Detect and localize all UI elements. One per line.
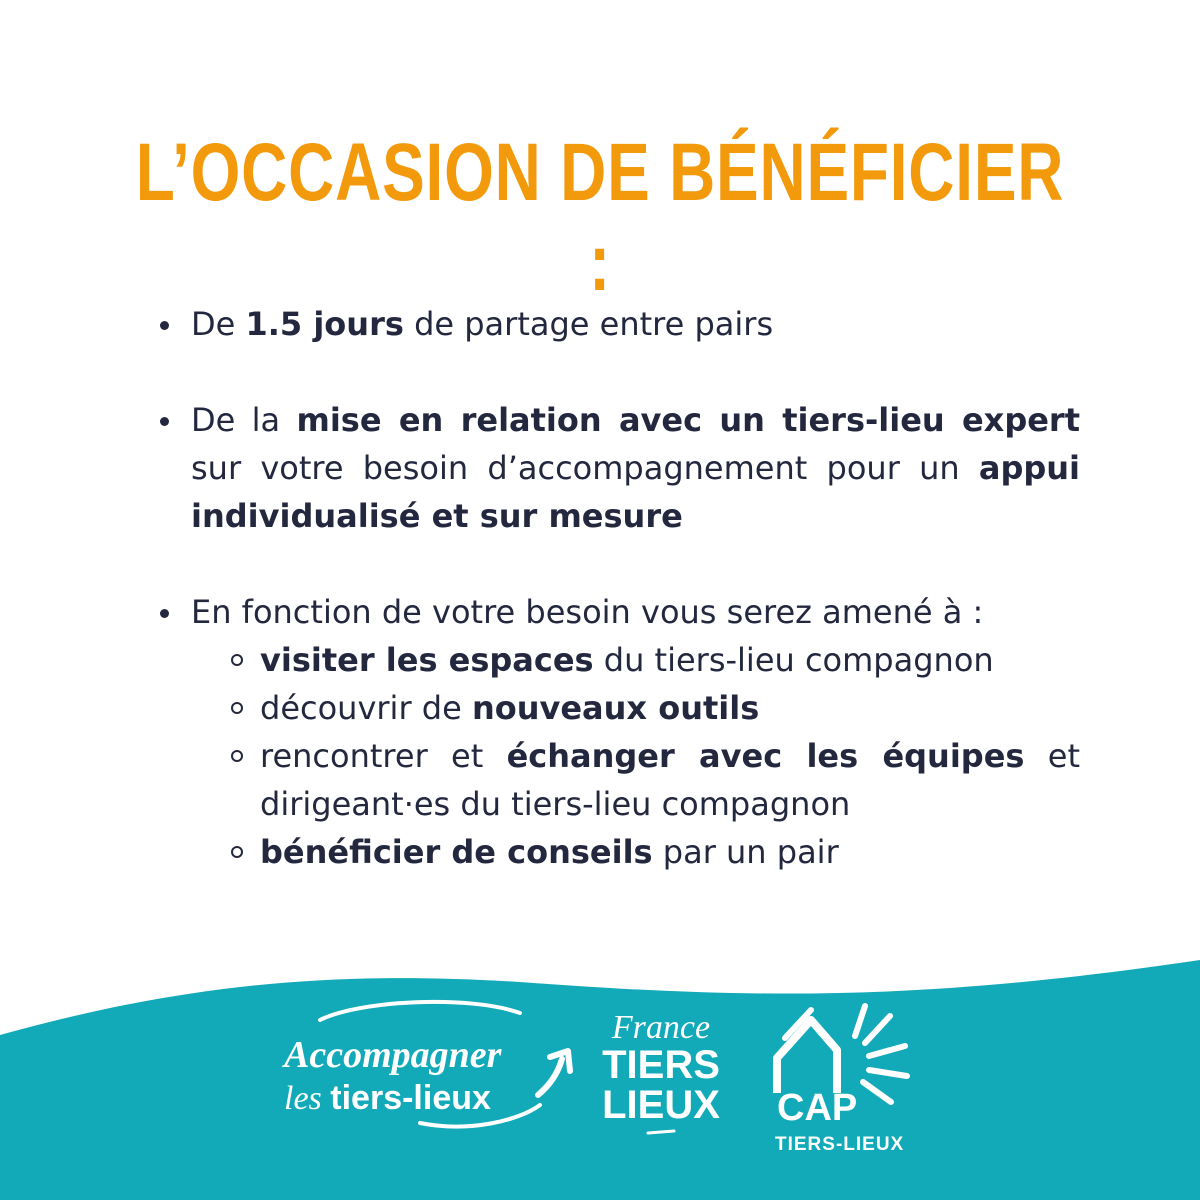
cap-tiers-lieux-logo (765, 998, 925, 1158)
sub-item-visit (231, 636, 1080, 684)
accompagner-logo (270, 995, 590, 1145)
arrow-icon (538, 1051, 570, 1095)
sub-list (191, 636, 1080, 876)
bullet-item-duration (160, 300, 1080, 348)
logo2-line1: TIERS (602, 1043, 720, 1087)
page-title: L’OCCASION DE BÉNÉFICIER : (135, 127, 1065, 309)
logo1-line1: Accompagner (284, 1034, 502, 1076)
sub-text: rencontrer et (260, 737, 507, 775)
logo2-line2: LIEUX (602, 1083, 720, 1127)
sub-bold-text: visiter les espaces (260, 641, 594, 679)
bullet-text: De (191, 305, 246, 343)
sub-item-tools (231, 684, 1080, 732)
bullet-item-needs (160, 588, 1080, 876)
logo2-script: France (611, 1009, 711, 1046)
sub-text: par un pair (652, 833, 839, 871)
sub-bold-text: nouveaux outils (471, 689, 760, 727)
bullet-text: De la (191, 401, 297, 439)
bullet-item-relation (160, 396, 1080, 540)
sub-bold-text: échanger avec les équipes (506, 737, 1025, 775)
footer-band (0, 930, 1200, 1200)
bullet-bold-text: appui individualisé et sur mesure (191, 449, 1080, 535)
france-tiers-lieux-logo (596, 1000, 726, 1140)
bullet-bold-text: mise en relation avec un tiers-lieu expert (296, 401, 1081, 439)
logo1-line2: les tiers-lieux (284, 1079, 491, 1117)
sub-bold-text: bénéficier de conseils (260, 833, 653, 871)
logo3-cap: CAP (777, 1087, 858, 1129)
sub-text: du tiers-lieu compagnon (593, 641, 994, 679)
bullet-text: En fonction de votre besoin vous serez amené à : (191, 593, 984, 631)
sub-item-exchange (231, 732, 1080, 828)
sub-text: et dirigeant·es du tiers-lieu compagnon (260, 737, 1081, 823)
benefits-list (160, 300, 1080, 924)
bullet-bold-text: 1.5 jours (245, 305, 404, 343)
bullet-text: de partage entre pairs (403, 305, 774, 343)
bullet-text: sur votre besoin d’accompagnement pour un (191, 449, 979, 487)
sub-item-advice (231, 828, 1080, 876)
logo3-sub: TIERS-LIEUX (775, 1134, 905, 1155)
sub-text: découvrir de (260, 689, 472, 727)
